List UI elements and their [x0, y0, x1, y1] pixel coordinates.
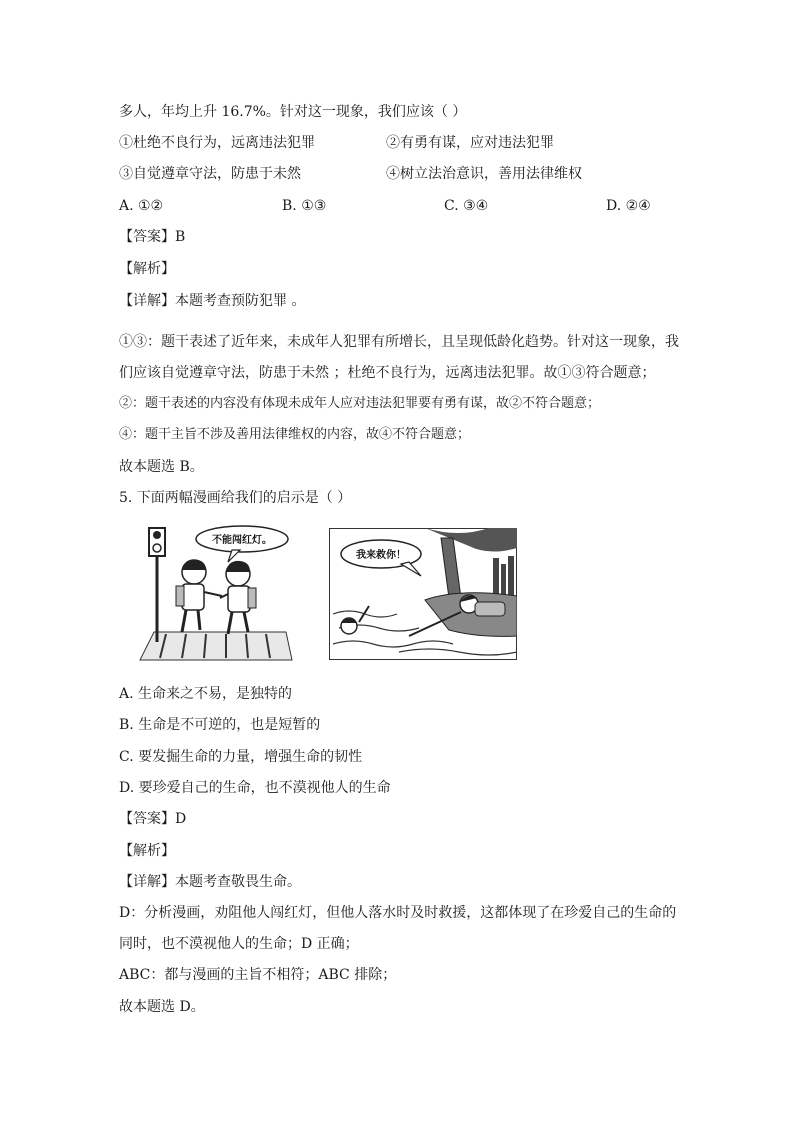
q5-detail: 【详解】本题考查敬畏生命。 [119, 874, 301, 890]
q5-option-c: C. 要发掘生命的力量，增强生命的韧性 [119, 749, 363, 765]
q4-analysis-label: 【解析】 [119, 261, 175, 277]
q4-explain-3: ④：题干主旨不涉及善用法律维权的内容，故④不符合题意； [119, 427, 471, 442]
q4-detail: 【详解】本题考查预防犯罪 。 [119, 293, 306, 309]
q4-item-2: ②有勇有谋，应对违法犯罪 [386, 135, 554, 151]
q5-option-d: D. 要珍爱自己的生命，也不漠视他人的生命 [119, 780, 391, 796]
q4-explain-2: ②：题干表述的内容没有体现未成年人应对违法犯罪要有勇有谋，故②不符合题意； [119, 396, 601, 411]
q5-explain-1b: 同时，也不漠视他人的生命；D 正确； [119, 936, 359, 952]
cartoon2-bubble-text: 我来救你！ [356, 550, 406, 561]
q4-option-b: B. ①③ [282, 198, 327, 214]
q4-explain-1a: ①③：题干表述了近年来，未成年人犯罪有所增长，且呈现低龄化趋势。针对这一现象，我 [119, 334, 679, 350]
q5-analysis-label: 【解析】 [119, 843, 175, 859]
q4-conclusion: 故本题选 B。 [119, 459, 204, 475]
q5-explain-2: ABC：都与漫画的主旨不相符；ABC 排除； [119, 967, 397, 983]
q4-option-a: A. ①② [119, 198, 164, 214]
q4-item-4: ④树立法治意识，善用法律维权 [386, 166, 582, 182]
q4-explain-1b: 们应该自觉遵章守法，防患于未然 ；杜绝不良行为，远离违法犯罪。故①③符合题意； [119, 365, 656, 381]
q4-item-3: ③自觉遵章守法，防患于未然 [119, 166, 301, 182]
q5-option-b: B. 生命是不可逆的，也是短暂的 [119, 717, 321, 733]
q4-item-1: ①杜绝不良行为，远离违法犯罪 [119, 135, 315, 151]
cartoon-rescue-image [329, 528, 517, 660]
q5-conclusion: 故本题选 D。 [119, 999, 205, 1015]
q4-option-d: D. ②④ [606, 198, 651, 214]
q4-stem-tail: 多人，年均上升 16.7%。针对这一现象，我们应该（ ） [119, 104, 467, 120]
q4-answer: 【答案】B [119, 229, 186, 245]
q5-answer: 【答案】D [119, 811, 187, 827]
q5-explain-1a: D：分析漫画，劝阻他人闯红灯，但他人落水时及时救援，这都体现了在珍爱自己的生命的 [119, 905, 677, 921]
cartoon1-bubble-text: 不能闯红灯。 [212, 535, 272, 546]
q4-option-c: C. ③④ [444, 198, 489, 214]
q5-stem: 5. 下面两幅漫画给我们的启示是（ ） [119, 490, 352, 506]
cartoon-red-light-image [136, 522, 296, 662]
q5-option-a: A. 生命来之不易，是独特的 [119, 686, 293, 702]
